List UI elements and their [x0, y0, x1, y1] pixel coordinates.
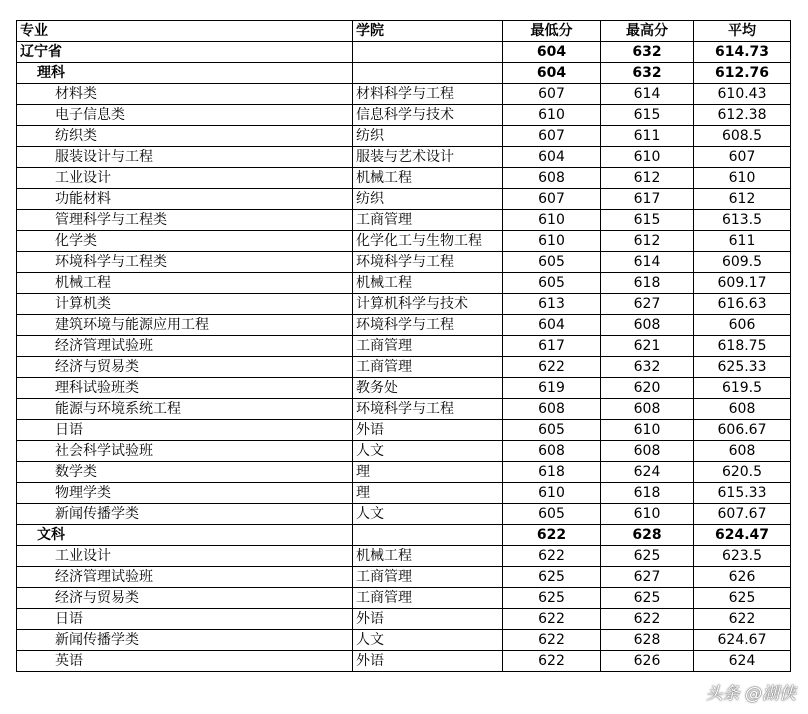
cell-major: 新闻传播学类 [17, 630, 353, 651]
cell-major: 经济与贸易类 [17, 357, 353, 378]
table-row [17, 630, 791, 651]
province-college [353, 42, 503, 63]
cell-avg: 611 [694, 231, 791, 252]
table-row [17, 315, 791, 336]
cell-college: 环境科学与工程 [353, 252, 503, 273]
watermark: 头条 @湖侠 [705, 684, 796, 704]
cell-college: 纺织 [353, 126, 503, 147]
cell-major: 化学类 [17, 231, 353, 252]
cell-min: 607 [503, 84, 601, 105]
cell-max: 614 [601, 84, 694, 105]
header-row [17, 21, 791, 42]
cell-college: 计算机科学与技术 [353, 294, 503, 315]
arts-group-row [17, 525, 791, 546]
cell-max: 627 [601, 567, 694, 588]
table-row [17, 399, 791, 420]
cell-avg: 610 [694, 168, 791, 189]
cell-major: 建筑环境与能源应用工程 [17, 315, 353, 336]
cell-major: 经济与贸易类 [17, 588, 353, 609]
cell-major: 英语 [17, 651, 353, 672]
cell-avg: 625 [694, 588, 791, 609]
province-name: 辽宁省 [17, 42, 353, 63]
table-row [17, 294, 791, 315]
table-row [17, 84, 791, 105]
cell-min: 622 [503, 609, 601, 630]
science-college [353, 63, 503, 84]
science-avg: 612.76 [694, 63, 791, 84]
arts-max: 628 [601, 525, 694, 546]
cell-avg: 606 [694, 315, 791, 336]
cell-min: 610 [503, 231, 601, 252]
cell-min: 625 [503, 588, 601, 609]
cell-college: 化学化工与生物工程 [353, 231, 503, 252]
cell-avg: 612 [694, 189, 791, 210]
cell-college: 环境科学与工程 [353, 399, 503, 420]
cell-min: 625 [503, 567, 601, 588]
score-table [16, 20, 791, 672]
cell-avg: 613.5 [694, 210, 791, 231]
cell-min: 618 [503, 462, 601, 483]
table-row [17, 252, 791, 273]
cell-avg: 624 [694, 651, 791, 672]
cell-major: 能源与环境系统工程 [17, 399, 353, 420]
table-row [17, 378, 791, 399]
cell-avg: 610.43 [694, 84, 791, 105]
cell-max: 610 [601, 504, 694, 525]
cell-major: 管理科学与工程类 [17, 210, 353, 231]
cell-min: 605 [503, 252, 601, 273]
cell-major: 功能材料 [17, 189, 353, 210]
cell-max: 626 [601, 651, 694, 672]
cell-major: 服装设计与工程 [17, 147, 353, 168]
cell-min: 622 [503, 546, 601, 567]
cell-major: 经济管理试验班 [17, 567, 353, 588]
cell-avg: 609.5 [694, 252, 791, 273]
cell-min: 613 [503, 294, 601, 315]
cell-min: 622 [503, 357, 601, 378]
cell-max: 618 [601, 273, 694, 294]
cell-college: 理 [353, 483, 503, 504]
cell-avg: 608.5 [694, 126, 791, 147]
cell-major: 日语 [17, 420, 353, 441]
cell-min: 605 [503, 504, 601, 525]
cell-max: 615 [601, 210, 694, 231]
table-row [17, 462, 791, 483]
province-max: 632 [601, 42, 694, 63]
cell-college: 外语 [353, 651, 503, 672]
table-row [17, 651, 791, 672]
table-row [17, 105, 791, 126]
cell-major: 电子信息类 [17, 105, 353, 126]
cell-college: 工商管理 [353, 336, 503, 357]
science-min: 604 [503, 63, 601, 84]
cell-major: 日语 [17, 609, 353, 630]
arts-min: 622 [503, 525, 601, 546]
arts-name: 文科 [17, 525, 353, 546]
cell-college: 工商管理 [353, 588, 503, 609]
table-row [17, 273, 791, 294]
cell-min: 605 [503, 273, 601, 294]
cell-college: 环境科学与工程 [353, 315, 503, 336]
cell-min: 622 [503, 651, 601, 672]
table-row [17, 357, 791, 378]
cell-max: 628 [601, 630, 694, 651]
cell-avg: 607.67 [694, 504, 791, 525]
cell-avg: 619.5 [694, 378, 791, 399]
table-row [17, 420, 791, 441]
cell-avg: 622 [694, 609, 791, 630]
cell-min: 617 [503, 336, 601, 357]
cell-min: 622 [503, 630, 601, 651]
cell-max: 608 [601, 315, 694, 336]
cell-max: 608 [601, 441, 694, 462]
cell-min: 619 [503, 378, 601, 399]
cell-avg: 625.33 [694, 357, 791, 378]
cell-major: 工业设计 [17, 546, 353, 567]
table-row [17, 147, 791, 168]
arts-college [353, 525, 503, 546]
cell-avg: 615.33 [694, 483, 791, 504]
cell-max: 625 [601, 588, 694, 609]
province-avg: 614.73 [694, 42, 791, 63]
cell-college: 外语 [353, 609, 503, 630]
header-max: 最高分 [601, 21, 694, 42]
cell-major: 纺织类 [17, 126, 353, 147]
header-min: 最低分 [503, 21, 601, 42]
cell-avg: 620.5 [694, 462, 791, 483]
cell-major: 材料类 [17, 84, 353, 105]
cell-avg: 609.17 [694, 273, 791, 294]
cell-college: 机械工程 [353, 273, 503, 294]
cell-college: 外语 [353, 420, 503, 441]
cell-avg: 624.67 [694, 630, 791, 651]
table-row [17, 609, 791, 630]
cell-college: 工商管理 [353, 210, 503, 231]
cell-min: 607 [503, 126, 601, 147]
table-row [17, 210, 791, 231]
cell-college: 人文 [353, 504, 503, 525]
table-row [17, 441, 791, 462]
cell-college: 教务处 [353, 378, 503, 399]
cell-max: 611 [601, 126, 694, 147]
cell-college: 机械工程 [353, 546, 503, 567]
cell-max: 620 [601, 378, 694, 399]
cell-avg: 618.75 [694, 336, 791, 357]
cell-major: 机械工程 [17, 273, 353, 294]
science-group-row [17, 63, 791, 84]
cell-min: 604 [503, 315, 601, 336]
cell-min: 610 [503, 483, 601, 504]
cell-max: 617 [601, 189, 694, 210]
cell-max: 632 [601, 357, 694, 378]
cell-avg: 626 [694, 567, 791, 588]
cell-max: 622 [601, 609, 694, 630]
cell-min: 610 [503, 105, 601, 126]
cell-college: 材料科学与工程 [353, 84, 503, 105]
science-max: 632 [601, 63, 694, 84]
header-avg: 平均 [694, 21, 791, 42]
cell-major: 理科试验班类 [17, 378, 353, 399]
score-table-body [17, 21, 791, 672]
cell-major: 物理学类 [17, 483, 353, 504]
cell-min: 610 [503, 210, 601, 231]
cell-college: 纺织 [353, 189, 503, 210]
cell-max: 625 [601, 546, 694, 567]
cell-avg: 612.38 [694, 105, 791, 126]
header-major: 专业 [17, 21, 353, 42]
cell-college: 工商管理 [353, 567, 503, 588]
header-college: 学院 [353, 21, 503, 42]
table-row [17, 189, 791, 210]
cell-max: 610 [601, 147, 694, 168]
cell-major: 工业设计 [17, 168, 353, 189]
cell-min: 608 [503, 441, 601, 462]
table-row [17, 546, 791, 567]
cell-min: 605 [503, 420, 601, 441]
cell-max: 608 [601, 399, 694, 420]
cell-college: 信息科学与技术 [353, 105, 503, 126]
cell-max: 621 [601, 336, 694, 357]
cell-max: 614 [601, 252, 694, 273]
science-name: 理科 [17, 63, 353, 84]
cell-max: 615 [601, 105, 694, 126]
cell-major: 环境科学与工程类 [17, 252, 353, 273]
table-row [17, 231, 791, 252]
cell-min: 604 [503, 147, 601, 168]
cell-college: 机械工程 [353, 168, 503, 189]
table-row [17, 126, 791, 147]
cell-college: 理 [353, 462, 503, 483]
table-row [17, 504, 791, 525]
cell-major: 计算机类 [17, 294, 353, 315]
cell-avg: 607 [694, 147, 791, 168]
table-row [17, 168, 791, 189]
cell-major: 数学类 [17, 462, 353, 483]
cell-max: 610 [601, 420, 694, 441]
cell-avg: 608 [694, 441, 791, 462]
table-row [17, 567, 791, 588]
table-row [17, 588, 791, 609]
cell-max: 624 [601, 462, 694, 483]
cell-college: 工商管理 [353, 357, 503, 378]
cell-college: 人文 [353, 441, 503, 462]
cell-avg: 616.63 [694, 294, 791, 315]
table-row [17, 336, 791, 357]
cell-min: 607 [503, 189, 601, 210]
cell-college: 服装与艺术设计 [353, 147, 503, 168]
cell-avg: 608 [694, 399, 791, 420]
cell-major: 新闻传播学类 [17, 504, 353, 525]
cell-max: 612 [601, 231, 694, 252]
cell-avg: 606.67 [694, 420, 791, 441]
cell-major: 经济管理试验班 [17, 336, 353, 357]
cell-min: 608 [503, 399, 601, 420]
cell-avg: 623.5 [694, 546, 791, 567]
cell-max: 618 [601, 483, 694, 504]
cell-major: 社会科学试验班 [17, 441, 353, 462]
cell-min: 608 [503, 168, 601, 189]
arts-avg: 624.47 [694, 525, 791, 546]
table-row [17, 483, 791, 504]
cell-college: 人文 [353, 630, 503, 651]
province-row [17, 42, 791, 63]
province-min: 604 [503, 42, 601, 63]
cell-max: 612 [601, 168, 694, 189]
cell-max: 627 [601, 294, 694, 315]
